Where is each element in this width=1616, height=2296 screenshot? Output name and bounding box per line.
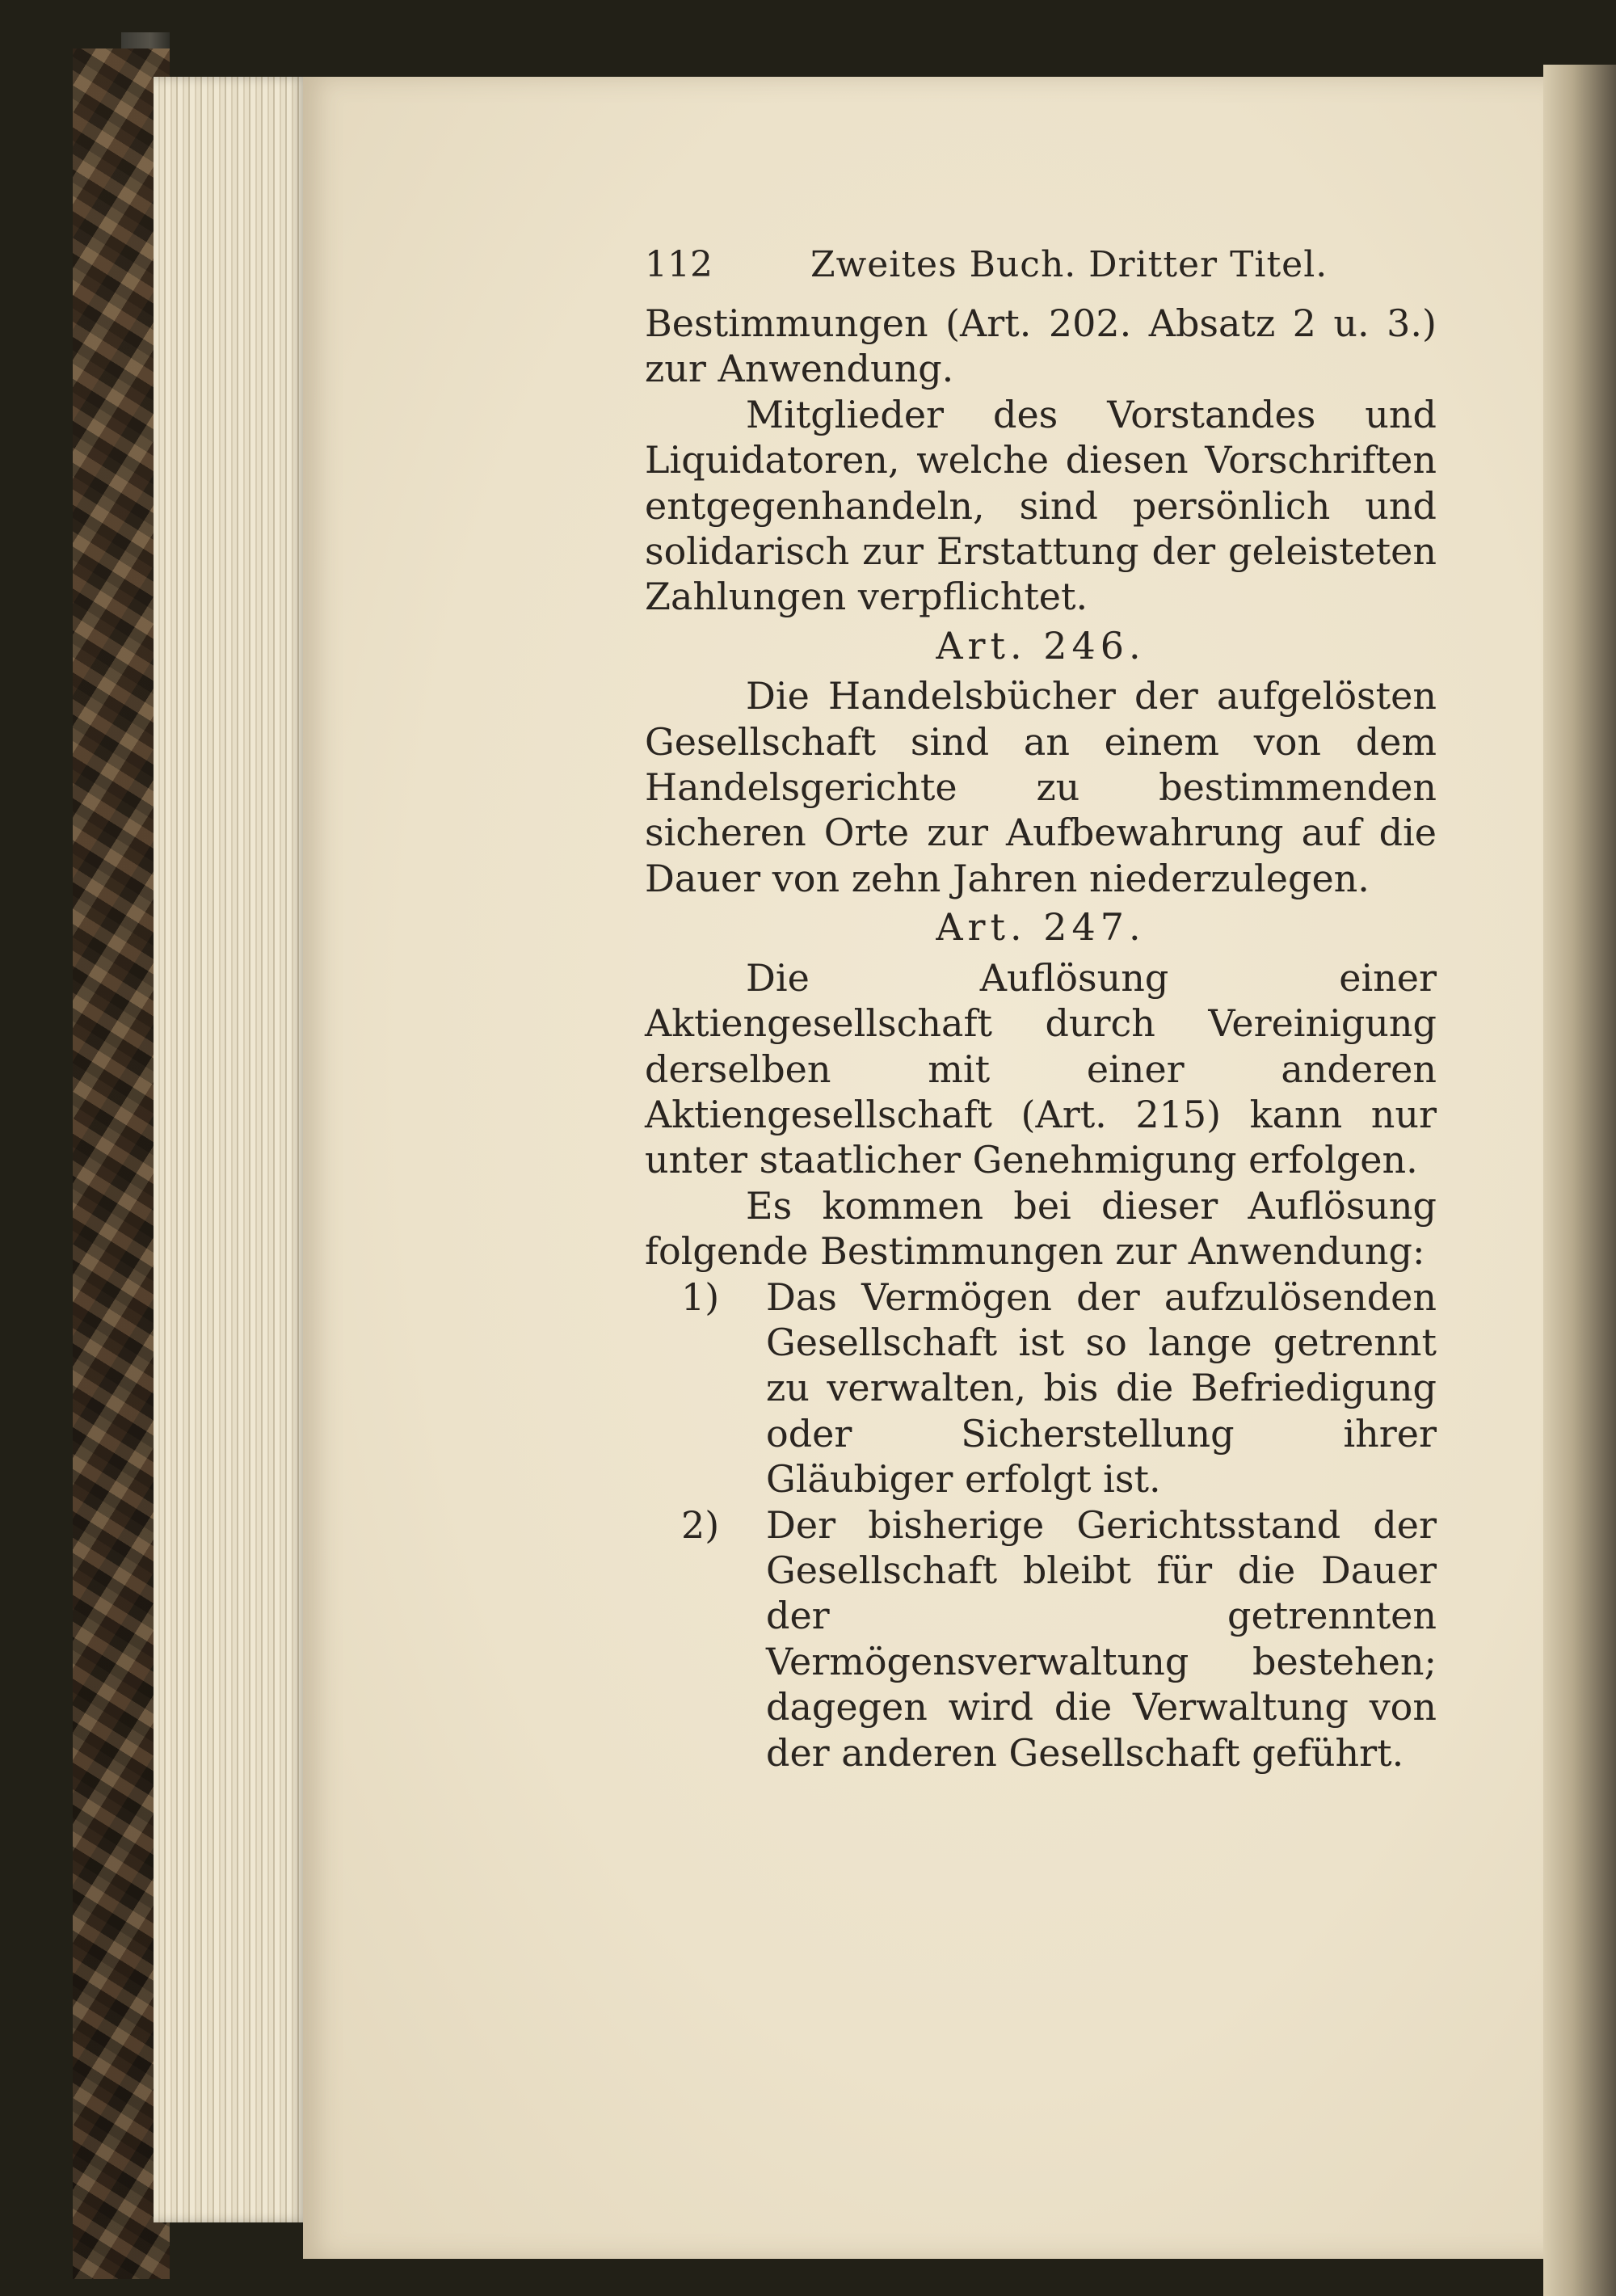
list-item-text: Der bisherige Gerichtsstand der Gesellschaft bleibt für die Dauer der getrennten Vermögensverwaltung bestehen; dagegen wird die Verwaltung von der anderen Gesellschaft geführt. <box>766 1502 1437 1775</box>
article-247-text-2: Es kommen bei dieser Auflösung folgende Bestimmungen zur Anwendung: <box>645 1183 1437 1274</box>
article-247-text-1: Die Auflösung einer Aktiengesellschaft durch Vereinigung derselben mit einer anderen Aktiengesellschaft (Art. 215) kann nur unter staatlicher Genehmigung erfolgen. <box>645 955 1437 1182</box>
list-item <box>645 1274 1437 1502</box>
article-246-heading: Art. 246. <box>936 623 1146 668</box>
paragraph-continued: Bestimmungen (Art. 202. Absatz 2 u. 3.) zur Anwendung. <box>645 301 1437 391</box>
list-item <box>645 1502 1437 1776</box>
paragraph-liquidators: Mitglieder des Vorstandes und Liquidatoren, welche diesen Vorschriften entgegenhandeln, sind persönlich und solidarisch zur Erstattung der geleisteten Zahlungen verpflichtet. <box>645 392 1437 619</box>
page-text <box>645 242 1437 1776</box>
list-item-number: 1) <box>681 1274 720 1319</box>
page-number: 112 <box>645 244 713 285</box>
running-title: Zweites Buch. Dritter Titel. <box>810 244 1328 285</box>
article-246-text: Die Handelsbücher der aufgelösten Gesellschaft sind an einem von dem Handelsgerichte zu bestimmenden sicheren Orte zur Aufbewahrung auf die Dauer von zehn Jahren niederzulegen. <box>645 674 1437 900</box>
article-247-heading: Art. 247. <box>936 905 1146 950</box>
page-edges <box>154 77 307 2222</box>
list-item-text: Das Vermögen der aufzulösenden Gesellschaft ist so lange getrennt zu verwalten, bis die Befriedigung oder Sicherstellung ihrer Gläubiger erfolgt ist. <box>766 1274 1437 1502</box>
list-item-number: 2) <box>681 1502 720 1547</box>
page-gutter-shadow <box>1543 65 1616 2296</box>
running-header <box>645 242 1437 301</box>
